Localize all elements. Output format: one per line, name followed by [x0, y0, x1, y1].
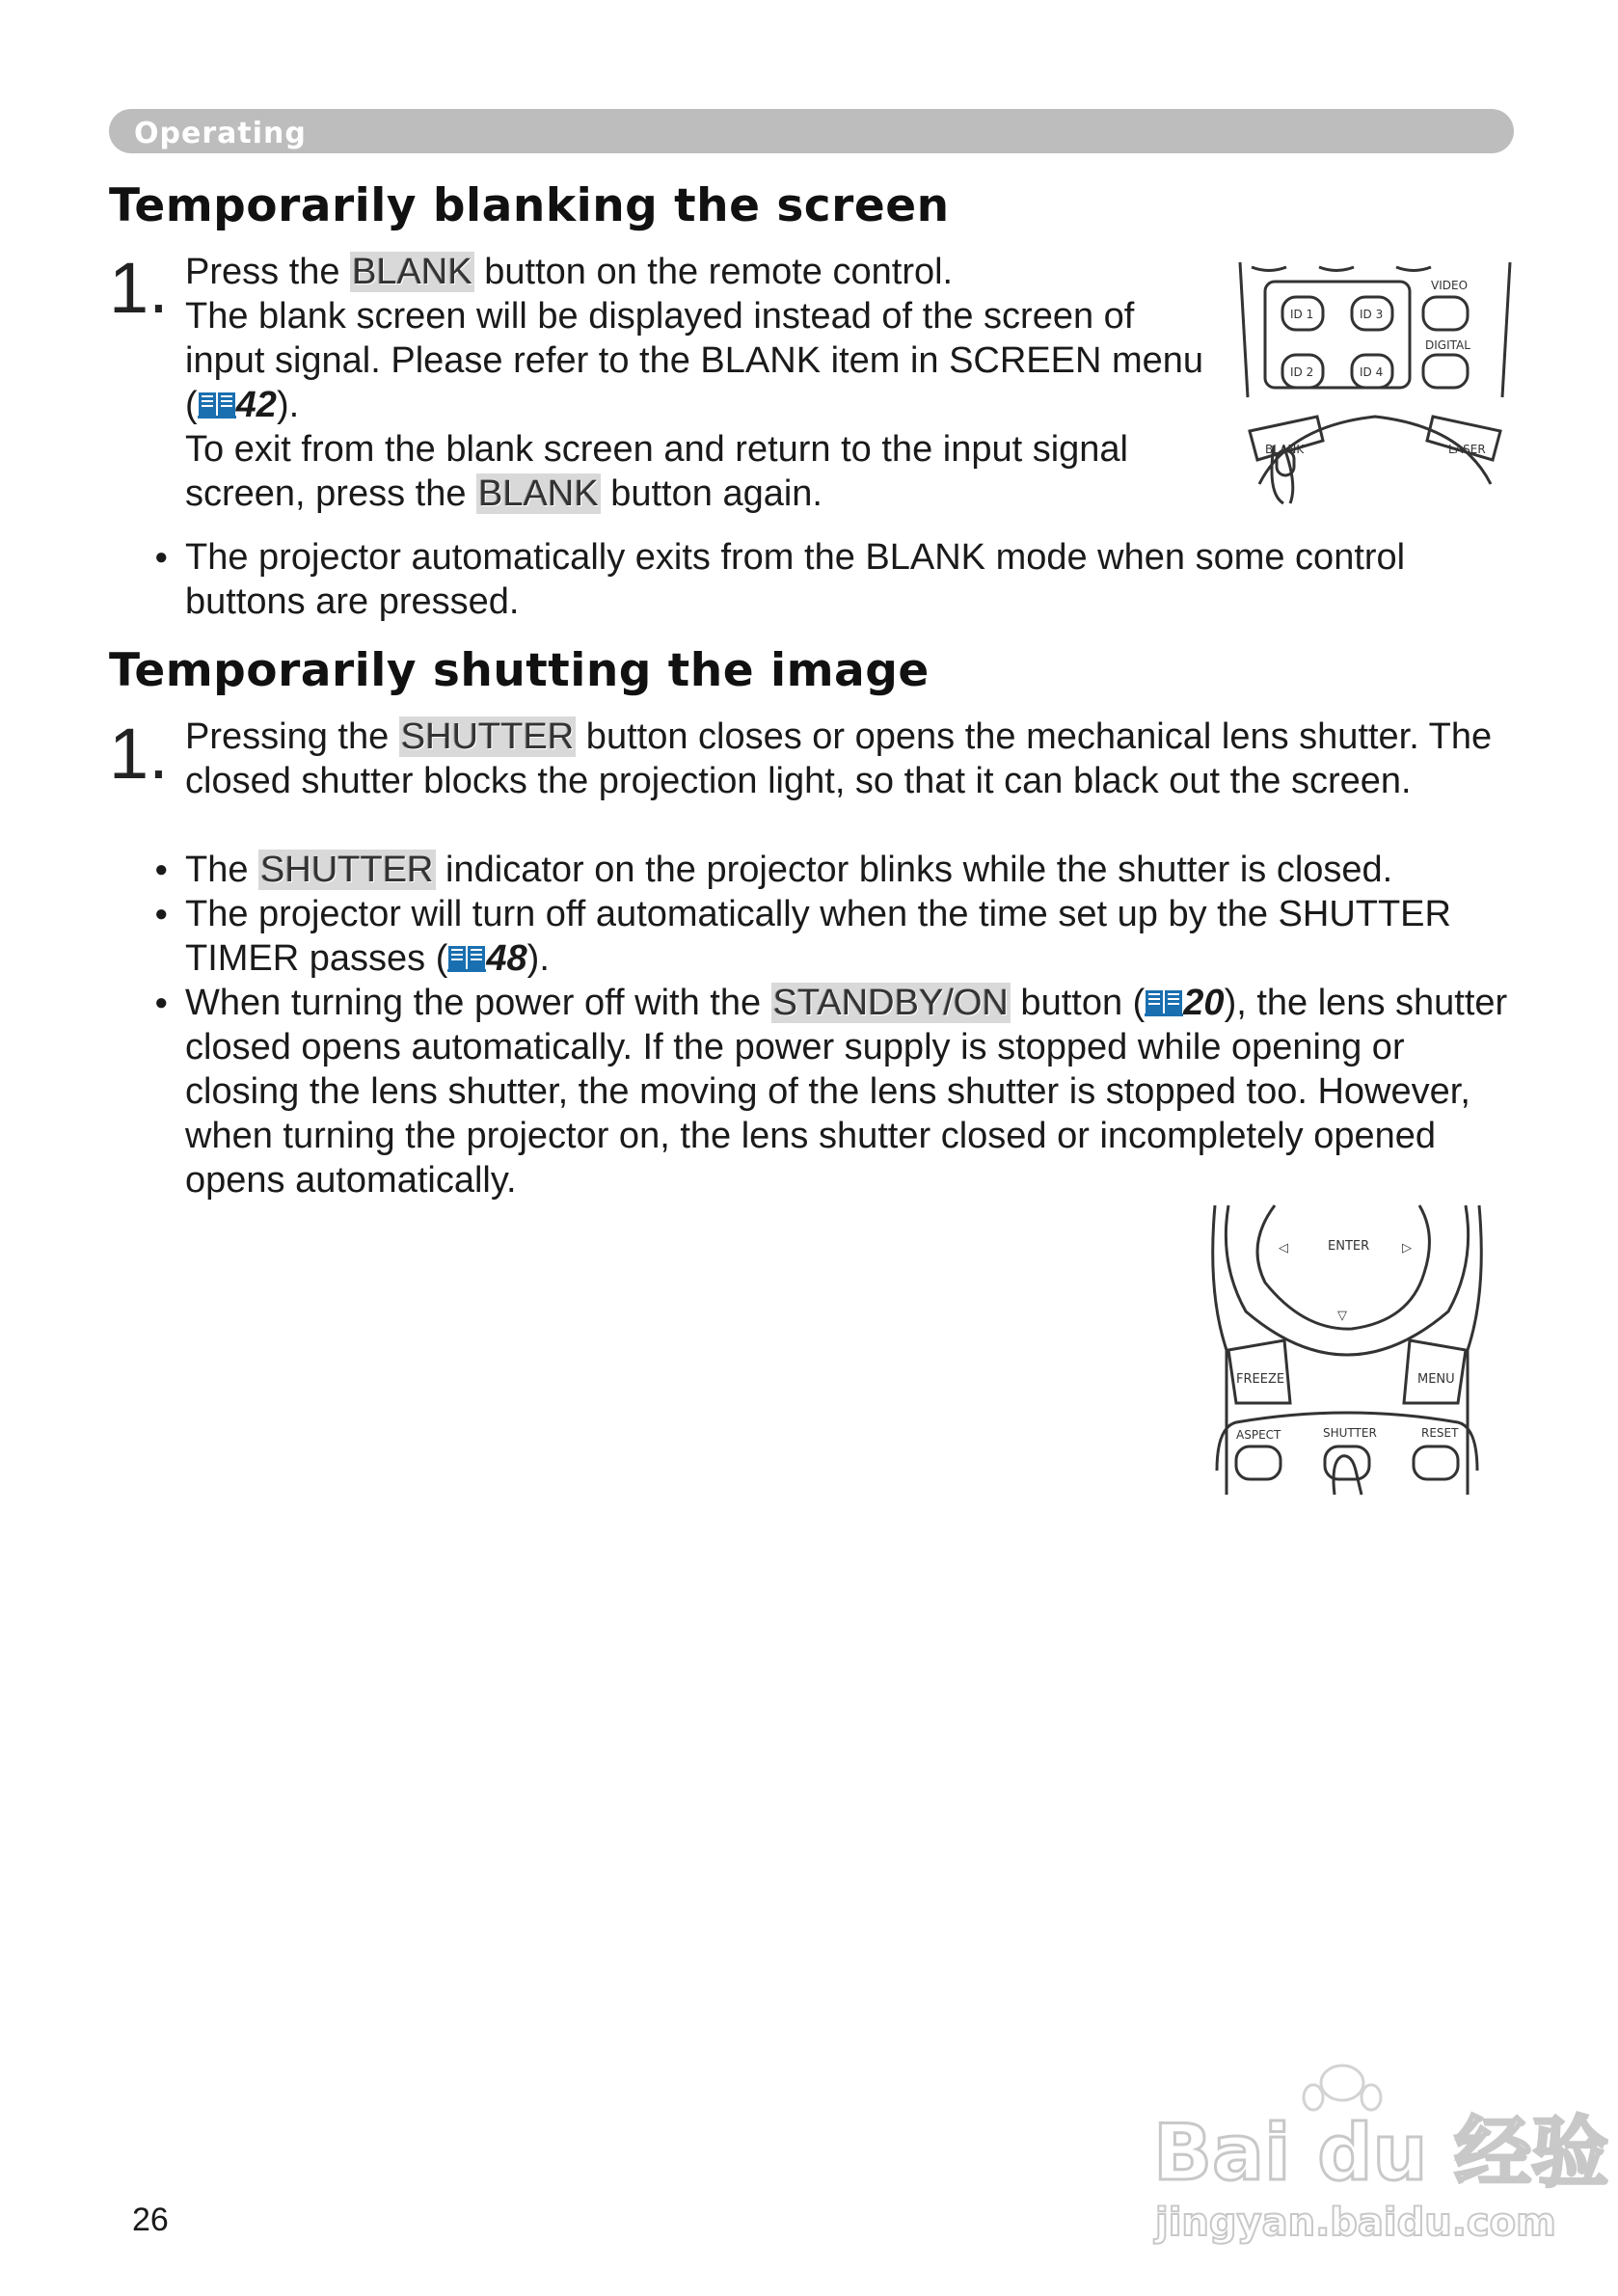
book-reference-icon [198, 391, 236, 419]
menu-button-label: MENU [1417, 1372, 1455, 1387]
page-reference: 20 [1183, 983, 1225, 1023]
remote-blank-illustration [1230, 262, 1520, 503]
text-run: indicator on the projector blinks while the shutter is closed. [435, 850, 1393, 890]
digital-label: DIGITAL [1425, 338, 1470, 352]
list-item: ● The projector automatically exits from the BLANK mode when some control buttons are pressed. [154, 535, 1504, 624]
id2-label: ID 2 [1290, 365, 1314, 379]
book-reference-icon [447, 944, 486, 973]
remote-outline [1213, 1205, 1227, 1495]
baidu-watermark-logo [1149, 2044, 1609, 2247]
standby-key-label: STANDBY/ON [772, 983, 1009, 1023]
list-item [154, 981, 1516, 1202]
remote-outline [1468, 1205, 1481, 1495]
text-run: button on the remote control. [473, 252, 954, 292]
text-run: To exit from the blank screen and return to the input signal screen, press the [185, 429, 1128, 514]
reset-button-label: RESET [1421, 1426, 1459, 1440]
page-number: 26 [132, 2201, 169, 2238]
blank-step-text [185, 250, 1207, 516]
text-run: button ( [1010, 983, 1146, 1023]
video-label: VIDEO [1431, 279, 1469, 292]
remote-outline [1240, 262, 1248, 397]
blank-button-label: BLANK [1265, 443, 1305, 456]
book-reference-icon [1145, 988, 1183, 1017]
blank-key-label: BLANK [352, 252, 472, 292]
shutter-notes-list [154, 848, 1516, 1202]
blank-step-line1 [185, 250, 1207, 294]
blank-notes-list [154, 535, 1504, 624]
page-reference: 48 [486, 938, 527, 979]
list-item [154, 892, 1516, 981]
text-run: ). [526, 938, 550, 979]
blank-step-body1 [185, 294, 1207, 427]
text-run: ). [276, 385, 300, 425]
text-run: The [185, 850, 259, 890]
remote-shutter-illustration [1207, 1205, 1487, 1495]
list-item [154, 848, 1516, 892]
text-run: button closes or opens the mechanical lens shutter. The closed shutter blocks the projection light, so that it can black out the screen. [185, 716, 1493, 801]
remote-outline [1502, 262, 1510, 397]
id1-label: ID 1 [1290, 308, 1314, 321]
right-arrow-icon: ▷ [1402, 1241, 1412, 1256]
text-run: The blank screen will be displayed instead of the screen of input signal. Please refer to the BLANK item in SCREEN menu ( [185, 296, 1204, 425]
page-reference: 42 [235, 385, 277, 425]
blank-key-label: BLANK [478, 473, 599, 514]
text-run: The projector will turn off automatically when the time set up by the SHUTTER TIMER passes ( [185, 894, 1451, 979]
text-run: button again. [600, 473, 822, 514]
left-arrow-icon: ◁ [1279, 1241, 1288, 1256]
down-arrow-icon: ▽ [1337, 1309, 1347, 1323]
shutter-step-text [185, 715, 1516, 803]
shutter-button-label: SHUTTER [1323, 1426, 1377, 1440]
blank-step-body2 [185, 427, 1207, 516]
text-run: Pressing the [185, 716, 399, 757]
section-header-label: Operating [134, 117, 307, 150]
freeze-button-label: FREEZE [1236, 1372, 1285, 1387]
watermark-url-text: jingyan.baidu.com [1155, 2201, 1556, 2245]
shutter-step-line1 [185, 715, 1516, 803]
id4-label: ID 4 [1360, 365, 1384, 379]
enter-label: ENTER [1328, 1239, 1370, 1254]
watermark-main-text: Bai du 经验 [1153, 2108, 1609, 2198]
section-header-bar [109, 109, 1514, 153]
aspect-button-label: ASPECT [1236, 1428, 1281, 1442]
blank-step-number: 1. [109, 248, 169, 328]
shutter-key-label: SHUTTER [260, 850, 434, 890]
shutter-section-title: Temporarily shutting the image [109, 644, 930, 697]
text-run: ), the lens shutter closed opens automatically. If the power supply is stopped while opening or closing the lens shutter, the moving of the lens shutter is stopped too. However, when turning the projector on, the lens shutter closed or incompletely opened opens automatically. [185, 983, 1508, 1201]
text-run: Press the [185, 252, 351, 292]
text-run: When turning the power off with the [185, 983, 771, 1023]
blank-section-title: Temporarily blanking the screen [109, 179, 950, 232]
shutter-step-number: 1. [109, 714, 169, 794]
id3-label: ID 3 [1360, 308, 1384, 321]
shutter-key-label: SHUTTER [400, 716, 575, 757]
laser-button-label: LASER [1448, 443, 1486, 456]
